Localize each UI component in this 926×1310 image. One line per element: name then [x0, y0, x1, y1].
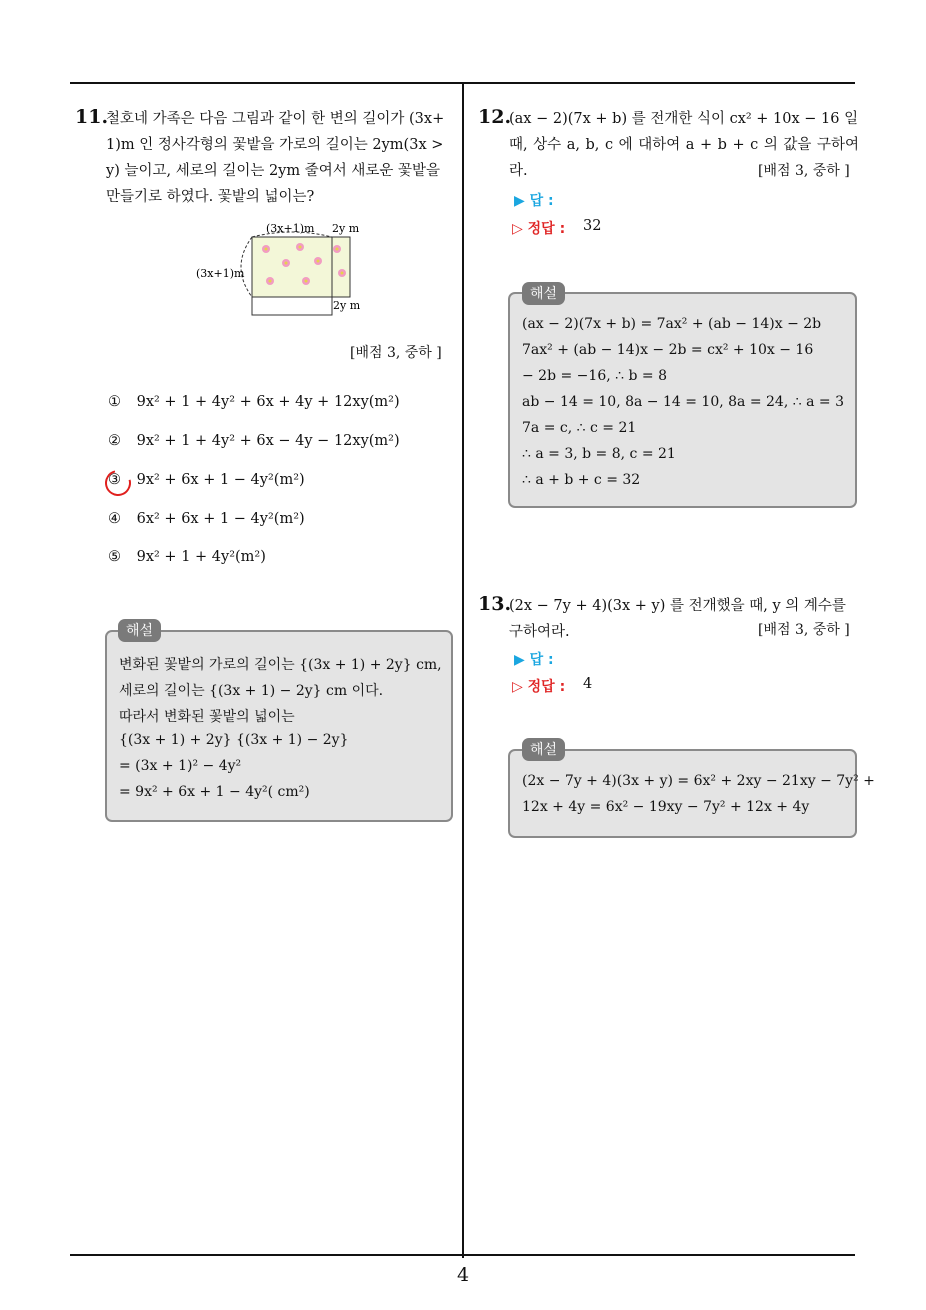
garden-removed	[252, 297, 332, 315]
q13-score: [배점 3, 중하 ]	[758, 622, 850, 638]
q11-exp-line-5: = (3x + 1)² − 4y²	[119, 758, 242, 774]
q13-line-1: (2x − 7y + 4)(3x + y) 를 전개했을 때, y 의 계수를	[509, 598, 846, 614]
q11-line-2: 1)m 인 정사각형의 꽃밭을 가로의 길이는 2ym(3x >	[106, 137, 444, 153]
q11-number: 11.	[75, 106, 109, 128]
q13-correct-value: 4	[583, 676, 593, 692]
q12-explanation-box	[508, 292, 857, 508]
q13-answer-label: ▶ 답 :	[514, 652, 554, 668]
q11-exp-line-3: 따라서 변화된 꽃밭의 넓이는	[119, 709, 295, 725]
q12-exp-line-7: ∴ a + b + c = 32	[522, 472, 641, 488]
q11-option-3[interactable]	[108, 472, 305, 488]
fig-label-left: (3x+1)m	[196, 267, 245, 280]
q11-explanation-box	[105, 630, 453, 822]
option-3-text: 9x² + 6x + 1 − 4y²(m²)	[136, 472, 305, 488]
q11-option-4[interactable]	[108, 511, 305, 527]
q11-line-3: y) 늘이고, 세로의 길이는 2ym 줄여서 새로운 꽃밭을	[106, 163, 441, 179]
q11-exp-line-4: {(3x + 1) + 2y} {(3x + 1) − 2y}	[119, 732, 349, 748]
bottom-rule	[70, 1254, 855, 1256]
option-3-mark: ③	[108, 472, 121, 488]
q12-answer-label: ▶ 답 :	[514, 193, 554, 209]
fig-label-bottom-right: 2y m	[333, 299, 361, 312]
q12-explanation-tag: 해설	[522, 282, 565, 305]
q12-exp-line-6: ∴ a = 3, b = 8, c = 21	[522, 446, 676, 462]
q13-explanation-tag: 해설	[522, 738, 565, 761]
option-2-text: 9x² + 1 + 4y² + 6x − 4y − 12xy(m²)	[136, 433, 400, 449]
q11-option-2[interactable]	[108, 433, 400, 449]
option-1-mark: ①	[108, 394, 121, 410]
q11-exp-line-6: = 9x² + 6x + 1 − 4y²( cm²)	[119, 784, 310, 800]
q13-number: 13.	[478, 593, 512, 615]
q12-exp-line-2: 7ax² + (ab − 14)x − 2b = cx² + 10x − 16	[522, 342, 814, 358]
q12-score: [배점 3, 중하 ]	[758, 163, 850, 179]
q13-exp-line-1: (2x − 7y + 4)(3x + y) = 6x² + 2xy − 21xy − 7y² +	[522, 773, 875, 789]
q12-exp-line-4: ab − 14 = 10, 8a − 14 = 10, 8a = 24, ∴ a = 3	[522, 394, 844, 410]
q11-explanation-tag: 해설	[118, 619, 161, 642]
q11-exp-line-1: 변화된 꽃밭의 가로의 길이는 {(3x + 1) + 2y} cm,	[119, 657, 442, 673]
q13-correct-label: ▷ 정답 :	[512, 679, 566, 695]
q11-option-5[interactable]	[108, 549, 266, 565]
q11-score: [배점 3, 중하 ]	[350, 345, 442, 361]
fig-label-top: (3x+1)m	[266, 222, 315, 235]
option-4-mark: ④	[108, 511, 121, 527]
option-1-text: 9x² + 1 + 4y² + 6x + 4y + 12xy(m²)	[136, 394, 400, 410]
column-divider	[462, 84, 464, 1258]
option-2-mark: ②	[108, 433, 121, 449]
q11-line-1: 철호네 가족은 다음 그림과 같이 한 변의 길이가 (3x+	[106, 111, 445, 127]
page-number: 4	[456, 1264, 470, 1286]
option-4-text: 6x² + 6x + 1 − 4y²(m²)	[136, 511, 305, 527]
q13-explanation-box	[508, 749, 875, 838]
q12-exp-line-1: (ax − 2)(7x + b) = 7ax² + (ab − 14)x − 2b	[522, 316, 822, 332]
q12-line-1: (ax − 2)(7x + b) 를 전개한 식이 cx² + 10x − 16 일	[509, 111, 859, 127]
q13-exp-line-2: 12x + 4y = 6x² − 19xy − 7y² + 12x + 4y	[522, 799, 810, 815]
option-5-mark: ⑤	[108, 549, 121, 565]
option-5-text: 9x² + 1 + 4y²(m²)	[136, 549, 266, 565]
q11-line-4: 만들기로 하였다. 꽃밭의 넓이는?	[106, 189, 315, 205]
q12-exp-line-3: − 2b = −16, ∴ b = 8	[522, 368, 667, 384]
answer-mark-circle	[100, 465, 136, 501]
q13-line-2: 구하여라.	[509, 624, 570, 640]
q12-line-2: 때, 상수 a, b, c 에 대하여 a + b + c 의 값을 구하여라.	[509, 137, 859, 179]
q12-exp-line-5: 7a = c, ∴ c = 21	[522, 420, 637, 436]
fig-label-top-right: 2y m	[332, 222, 360, 235]
q11-exp-line-2: 세로의 길이는 {(3x + 1) − 2y} cm 이다.	[119, 683, 384, 699]
garden-figure	[190, 215, 380, 325]
q11-option-1[interactable]	[108, 394, 400, 410]
q12-correct-label: ▷ 정답 :	[512, 221, 566, 237]
q12-number: 12.	[478, 106, 512, 128]
q12-correct-value: 32	[583, 218, 602, 234]
